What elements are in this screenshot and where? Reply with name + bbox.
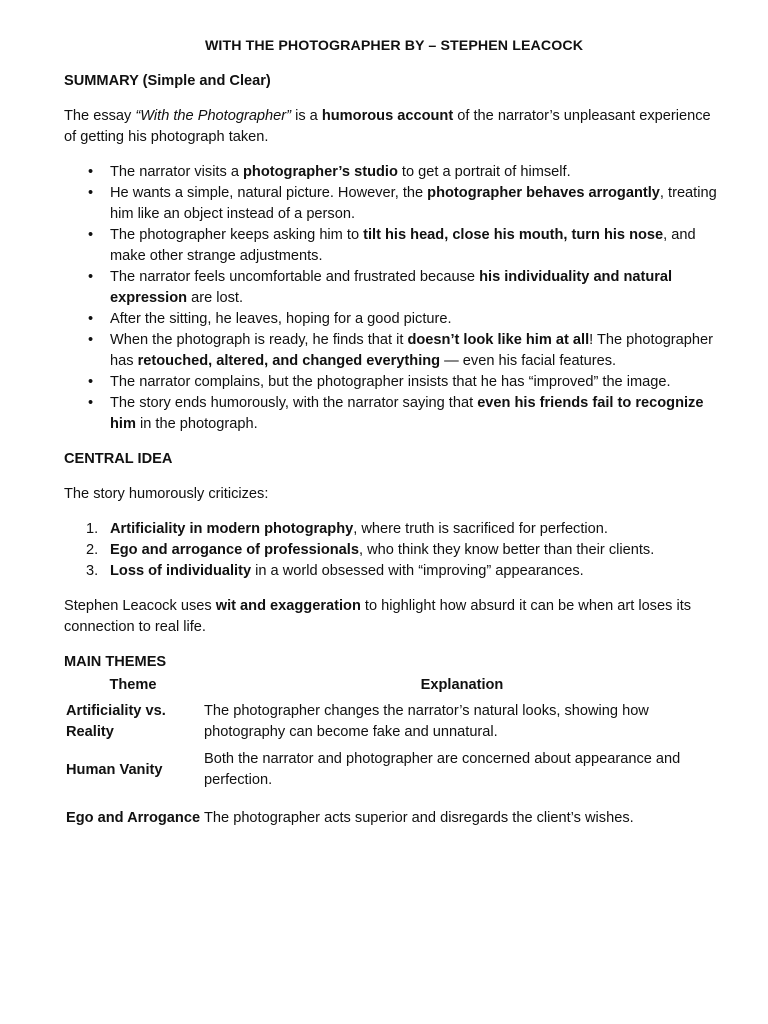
item-text: Artificiality in modern photography, where truth is sacrificed for perfection. [110,521,608,537]
themes-table-header-row [64,675,722,698]
table-row [64,794,722,842]
table-row [64,698,722,746]
summary-bullet-item: • He wants a simple, natural picture. However, the photographer behaves arrogantly, treating him like an object instead of a person. [64,183,724,225]
column-header-theme: Theme [109,677,157,693]
document-page [64,36,724,842]
item-number: 1. [86,521,99,537]
summary-bullet-item: • After the sitting, he leaves, hoping for a good picture. [64,309,724,330]
explanation-cell: The photographer acts superior and disregards the client’s wishes. [204,809,634,826]
theme-cell: Human Vanity [66,761,163,778]
document-title: WITH THE PHOTOGRAPHER BY – STEPHEN LEACOCK [204,38,584,54]
summary-heading: SUMMARY (Simple and Clear) [64,73,271,89]
summary-intro: The essay “With the Photographer” is a humorous account of the narrator’s unpleasant experience of getting his photograph taken. [64,108,711,145]
themes-table [64,675,722,842]
column-header-explanation: Explanation [420,677,504,693]
explanation-cell: The photographer changes the narrator’s natural looks, showing how photography can become fake and unnatural. [204,703,649,740]
central-idea-item [64,519,724,540]
central-idea-item [64,540,724,561]
summary-bullet-item: • The narrator visits a photographer’s studio to get a portrait of himself. [64,162,724,183]
item-number: 3. [86,563,99,579]
central-idea-lead: The story humorously criticizes: [64,486,269,502]
summary-bullet-list [64,162,724,435]
theme-cell: Ego and Arrogance [66,809,201,826]
explanation-cell: Both the narrator and photographer are concerned about appearance and perfection. [204,751,681,788]
summary-bullet-item: • The photographer keeps asking him to tilt his head, close his mouth, turn his nose, and make other strange adjustments. [64,225,724,267]
item-number: 2. [86,542,99,558]
central-idea-numbered-list [64,519,724,582]
item-text: Ego and arrogance of professionals, who think they know better than their clients. [110,542,655,558]
summary-bullet-item: • The narrator complains, but the photographer insists that he has “improved” the image. [64,372,724,393]
central-idea-heading: CENTRAL IDEA [64,451,173,467]
summary-bullet-item: • The narrator feels uncomfortable and frustrated because his individuality and natural expression are lost. [64,267,724,309]
summary-bullet-item: • The story ends humorously, with the narrator saying that even his friends fail to recognize him in the photograph. [64,393,724,435]
item-text: Loss of individuality in a world obsessed with “improving” appearances. [110,563,584,579]
main-themes-heading: MAIN THEMES [64,654,167,670]
table-row [64,746,722,794]
summary-bullet-item: • When the photograph is ready, he finds that it doesn’t look like him at all! The photographer has retouched, altered, and changed everything — even his facial features. [64,330,724,372]
central-idea-item [64,561,724,582]
central-idea-closing: Stephen Leacock uses wit and exaggeration to highlight how absurd it can be when art loses its connection to real life. [64,598,692,635]
theme-cell: Artificiality vs. Reality [66,703,166,740]
